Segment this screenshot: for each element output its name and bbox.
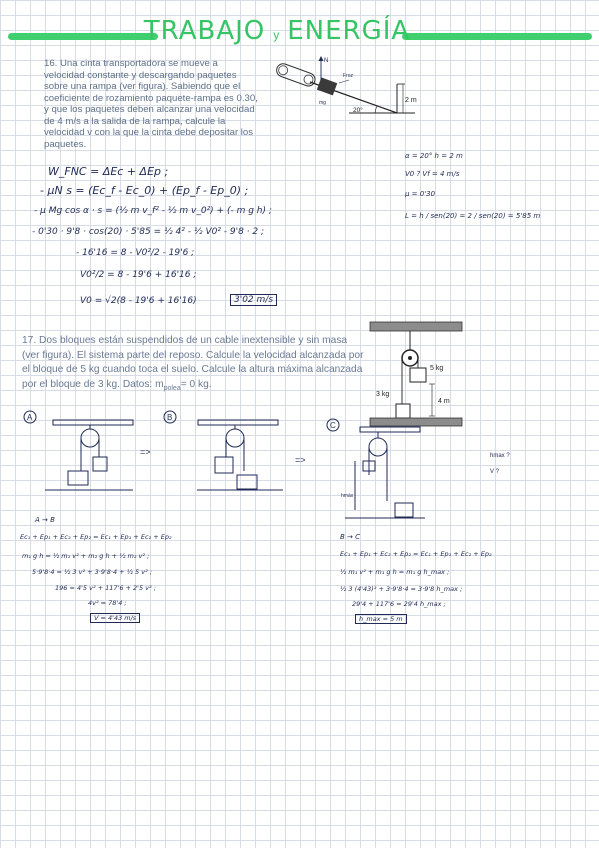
sketch-b-label: B	[167, 413, 173, 422]
solution-line: A → B	[35, 516, 55, 524]
data-line: L = h / sen(20) = 2 / sen(20) = 5'85 m	[405, 212, 541, 220]
solution-line: - 16'16 = 8 - V0²/2 - 19'6 ;	[76, 248, 195, 258]
solution-line: m₁ g h = ½ m₁ v² + m₂ g h + ½ m₂ v² ;	[22, 552, 150, 560]
problem-16-ramp-figure	[265, 50, 425, 122]
problem-17-body: 17. Dos bloques están suspendidos de un cable inextensible y sin masa (ver figura). El sistema parte del reposo. Calcule la velocidad alcanzada por el bloque de 5 kg cuando toca el suelo. Calcule la altura máxima alcanzada por el bloque de 3 kg. Datos: m	[22, 335, 364, 390]
solution-line: Ec₁ + Ep₁ + Ec₂ + Ep₂ = Ec₁ + Ep₁ + Ec₂ + Ep₂	[20, 533, 172, 541]
solution-line: Ec₁ + Ep₁ + Ec₂ + Ep₂ = Ec₁ + Ep₁ + Ec₂ + Ep₂	[340, 550, 492, 558]
v-question: V ?	[490, 469, 500, 475]
solution-line: 196 = 4'5 v² + 117'6 + 2'5 v² ;	[55, 584, 156, 592]
height-label: 2 m	[405, 97, 417, 104]
problem-17-subscript: polea	[163, 384, 181, 392]
mass-a-label: 5 kg	[430, 365, 444, 372]
title-word-energia: ENERGÍA	[287, 16, 411, 46]
page-title	[143, 16, 411, 46]
data-line: V0 ? Vf = 4 m/s	[405, 170, 460, 178]
arrow-b-c: =>	[295, 455, 306, 465]
weight-label: mg	[319, 100, 326, 106]
title-bar-right	[402, 33, 592, 40]
solution-line: V0 = √2(8 - 19'6 + 16'16)	[80, 296, 197, 306]
friction-label: Froz	[343, 73, 353, 79]
answer-box: V = 4'43 m/s	[90, 613, 140, 623]
problem-17-end: = 0 kg.	[180, 378, 212, 390]
solution-line: ½ 3 (4'43)² + 3·9'8·4 = 3·9'8 h_max ;	[340, 585, 463, 593]
arrow-a-b: =>	[140, 447, 151, 457]
solution-line: 29'4 + 117'6 = 29'4 h_max ;	[352, 600, 446, 608]
solution-line: - μN s = (Ec_f - Ec_0) + (Ep_f - Ep_0) ;	[40, 184, 249, 197]
angle-label: 20°	[353, 107, 363, 114]
solution-line: V0²/2 = 8 - 19'6 + 16'16 ;	[80, 270, 197, 280]
problem-16-text: 16. Una cinta transportadora se mueve a velocidad constante y descargando paquetes sobre una rampa (ver figura). Sabiendo que el coeficiente de rozamiento paquete-rampa es 0.30, y que los paquetes deben alcanzar una velocidad de 4 m/s a la salida de la rampa, calcule la velocidad v con la que la cinta debe depositar los paquetes.	[44, 58, 258, 150]
hmax-sketch-label: hmáx	[341, 493, 354, 499]
answer-box: 3'02 m/s	[230, 294, 277, 306]
solution-line: - μ Mg cos α · s = (½ m v_f² - ½ m v_0²) + (- m g h) ;	[34, 206, 272, 216]
solution-line: B → C	[340, 533, 361, 541]
data-line: μ = 0'30	[405, 190, 436, 198]
title-word-trabajo: TRABAJO	[143, 16, 266, 46]
answer-box: h_max = 5 m	[355, 614, 407, 624]
problem-17-sketches	[15, 405, 515, 525]
sketch-a-label: A	[27, 413, 33, 422]
solution-line: - 0'30 · 9'8 · cos(20) · 5'85 = ½ 4² - ½ V0² - 9'8 · 2 ;	[32, 227, 265, 237]
solution-line: 4v² = 78'4 ;	[88, 599, 127, 607]
hmax-question: hmax ?	[490, 453, 510, 459]
height-4m-label: 4 m	[438, 398, 450, 405]
normal-label: N	[324, 58, 329, 64]
solution-line: W_FNC = ΔEc + ΔEp ;	[48, 165, 169, 178]
problem-17-text	[22, 334, 365, 396]
solution-line: ½ m₁ v² + m₁ g h = m₁ g h_max ;	[340, 568, 450, 576]
title-word-y: y	[273, 28, 280, 42]
mass-b-label: 3 kg	[376, 391, 390, 398]
sketch-c-label: C	[330, 421, 336, 430]
data-line: α = 20° h = 2 m	[405, 152, 463, 160]
solution-line: 5·9'8·4 = ½ 3 v² + 3·9'8·4 + ½ 5 v² ;	[32, 568, 152, 576]
title-bar-left	[8, 33, 158, 40]
